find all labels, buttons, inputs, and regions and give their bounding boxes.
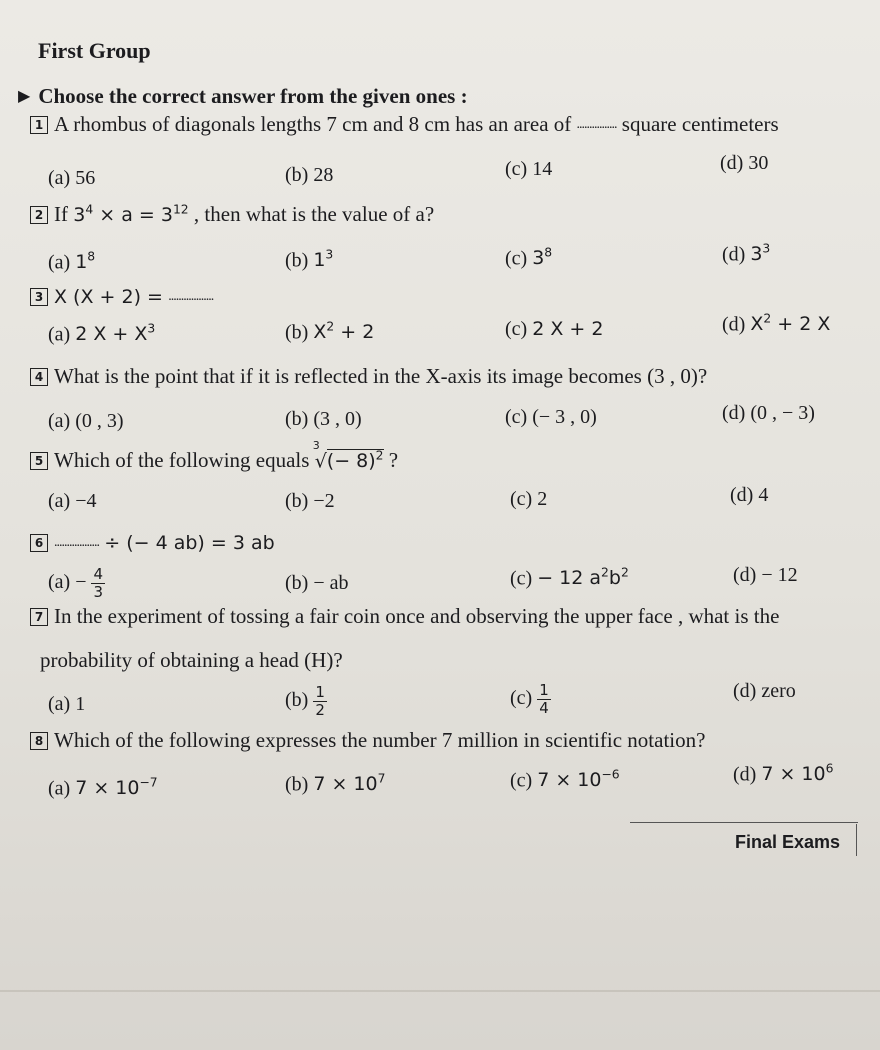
option-b[interactable]: (b) −2 [285, 490, 335, 512]
option-c[interactable]: (c) 2 [510, 488, 548, 510]
page-edge-line [0, 990, 880, 992]
question-text-end: square centimeters [621, 112, 779, 136]
question-number: 4 [30, 368, 48, 386]
question-6: 6 .................. ÷ (− 4 ab) = 3 ab [30, 530, 275, 555]
option-a[interactable]: (a) $7 \times 10^{-7}$ [48, 776, 158, 800]
question-text: Which of the following equals [54, 448, 310, 472]
option-c[interactable]: (c) $\frac{1}{4}$ [510, 681, 549, 717]
option-a[interactable]: (a) 56 [48, 167, 96, 189]
answer-blank: ................ [576, 117, 617, 132]
option-d[interactable]: (d) $3^3$ [722, 242, 771, 266]
option-b[interactable]: (b) − ab [285, 572, 349, 594]
question-text: Which of the following expresses the number 7 million in scientific notation? [54, 728, 706, 752]
option-a[interactable]: (a) − $\frac{4}{3}$ [48, 565, 104, 601]
footer-label: Final Exams [735, 832, 841, 852]
option-a[interactable]: (a) (0 , 3) [48, 410, 124, 432]
option-d[interactable]: (d) − 12 [733, 564, 798, 586]
option-d[interactable]: (d) 4 [730, 484, 769, 506]
instruction [18, 84, 468, 109]
question-5: 5 Which of the following equals 3 √(− 8)$^2$ ? [30, 448, 398, 473]
question-text: In the experiment of tossing a fair coin once and observing the upper face , what is the [54, 604, 780, 628]
option-d[interactable]: (d) 30 [720, 152, 769, 174]
option-c[interactable]: (c) (− 3 , 0) [505, 406, 597, 428]
option-b[interactable]: (b) 28 [285, 164, 334, 186]
question-number: 1 [30, 116, 48, 134]
question-number: 8 [30, 732, 48, 750]
option-d[interactable]: (d) zero [733, 680, 796, 702]
option-c[interactable]: (c) − 12 $a^2b^2$ [510, 566, 629, 590]
answer-blank: .................. [54, 535, 99, 550]
question-8 [30, 728, 705, 753]
question-1 [30, 112, 779, 137]
question-text: A rhombus of diagonals lengths 7 cm and 8 cm has an area of [54, 112, 572, 136]
option-a[interactable]: (a) 2 $X + X^3$ [48, 322, 156, 346]
question-number: 3 [30, 288, 48, 306]
option-d[interactable]: (d) (0 , − 3) [722, 402, 815, 424]
option-a[interactable]: (a) −4 [48, 490, 97, 512]
footer-divider [630, 822, 858, 823]
question-number: 7 [30, 608, 48, 626]
question-text: What is the point that if it is reflected in the X-axis its image becomes (3 , 0)? [54, 364, 708, 388]
question-number: 6 [30, 534, 48, 552]
option-b[interactable]: (b) $1^3$ [285, 248, 334, 272]
option-b[interactable]: (b) $7 \times 10^7$ [285, 772, 386, 796]
option-d[interactable]: (d) $7 \times 10^6$ [733, 762, 834, 786]
question-3: 3 X (X + 2) = .................. [30, 284, 213, 309]
option-c[interactable]: (c) 14 [505, 158, 553, 180]
option-b[interactable]: (b) $X^2 + 2$ [285, 320, 375, 344]
question-number: 2 [30, 206, 48, 224]
option-b[interactable]: (b) $\frac{1}{2}$ [285, 683, 325, 719]
option-c[interactable]: (c) $3^8$ [505, 246, 553, 270]
footer-divider-vertical [856, 824, 857, 856]
arrow-icon: ▶ [18, 88, 31, 105]
option-c[interactable]: (c) $7 \times 10^{-6}$ [510, 768, 620, 792]
answer-blank: .................. [168, 289, 214, 304]
question-4 [30, 364, 707, 389]
option-c[interactable]: (c) 2 X + 2 [505, 318, 604, 340]
option-b[interactable]: (b) (3 , 0) [285, 408, 362, 430]
cube-root-expression: 3 √(− 8)$^2$ [312, 438, 384, 472]
question-2: 2 If $3^4 \times a = 3^{12}$ , then what is the value of a? [30, 202, 434, 227]
question-7-line-2: probability of obtaining a head (H)? [40, 648, 343, 672]
page-title: First Group [38, 38, 151, 63]
instruction-text: Choose the correct answer from the given ones : [38, 84, 468, 108]
option-d[interactable]: (d) $X^2 + 2$ X [722, 312, 831, 336]
option-a[interactable]: (a) 1 [48, 693, 86, 715]
question-7 [30, 604, 779, 629]
question-number: 5 [30, 452, 48, 470]
option-a[interactable]: (a) $1^8$ [48, 250, 96, 274]
